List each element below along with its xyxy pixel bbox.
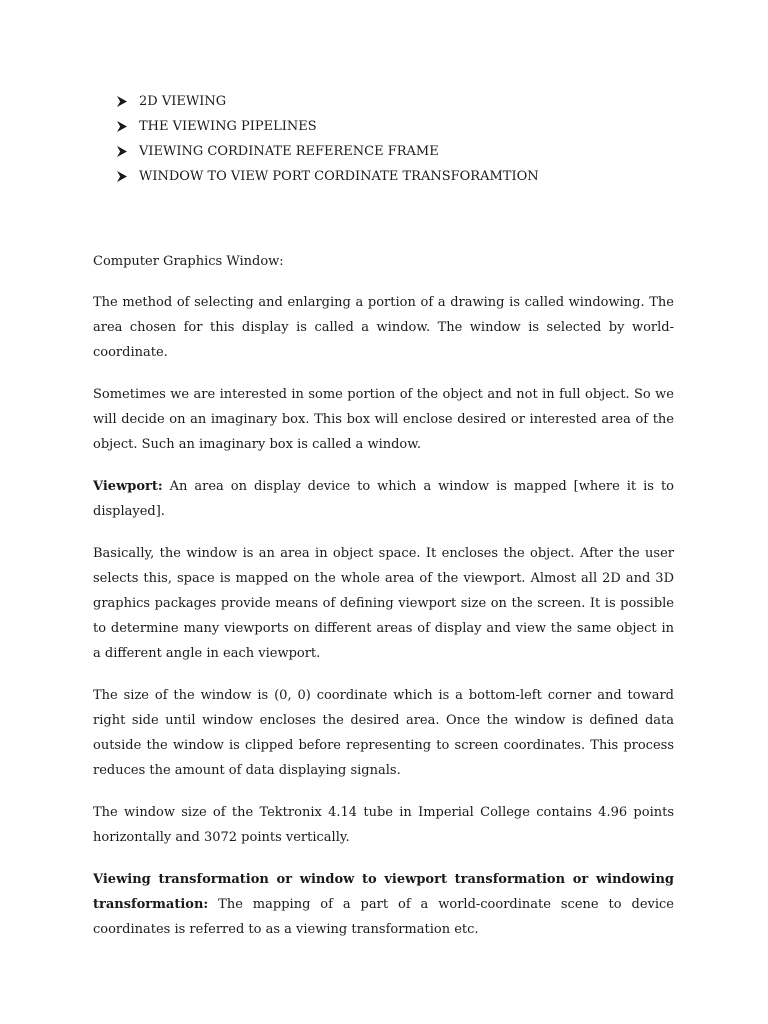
arrowhead-bullet-icon bbox=[117, 96, 127, 107]
bullet-text: 2D VIEWING bbox=[139, 94, 227, 109]
bullet-text: VIEWING CORDINATE REFERENCE FRAME bbox=[139, 144, 439, 159]
paragraph-window-size: The size of the window is (0, 0) coordinate which is a bottom-left corner and toward right side until window encloses the desired area. Once the window is defined data outside the window is clipped before representing to screen coordinates. This process reduces the amount of data displaying signals. bbox=[93, 688, 674, 778]
paragraph-viewing-transformation bbox=[93, 867, 674, 942]
paragraph-viewport bbox=[93, 474, 674, 524]
paragraph-windowing: The method of selecting and enlarging a portion of a drawing is called windowing. The area chosen for this display is called a window. The window is selected by world-coordinate. bbox=[93, 295, 674, 360]
bullet-text: WINDOW TO VIEW PORT CORDINATE TRANSFORAMTION bbox=[139, 169, 539, 184]
arrowhead-bullet-icon bbox=[117, 146, 127, 157]
topic-bullet-list bbox=[117, 89, 539, 189]
document-body bbox=[93, 249, 674, 942]
list-item bbox=[117, 139, 539, 164]
list-item bbox=[117, 114, 539, 139]
section-title: Computer Graphics Window: bbox=[93, 254, 284, 269]
bullet-text: THE VIEWING PIPELINES bbox=[139, 119, 317, 134]
viewing-transformation-definition: The mapping of a part of a world-coordinate scene to device coordinates is referred to as a viewing transformation etc. bbox=[93, 897, 674, 937]
arrowhead-bullet-icon bbox=[117, 171, 127, 182]
list-item bbox=[117, 164, 539, 189]
viewing-transformation-term: Viewing transformation or window to viewport transformation or windowing transformation: bbox=[93, 872, 674, 912]
paragraph-imaginary-box: Sometimes we are interested in some portion of the object and not in full object. So we will decide on an imaginary box. This box will enclose desired or interested area of the object. Such an imaginary box is called a window. bbox=[93, 387, 674, 452]
paragraph-object-space: Basically, the window is an area in object space. It encloses the object. After the user selects this, space is mapped on the whole area of the viewport. Almost all 2D and 3D graphics packages provide means of defining viewport size on the screen. It is possible to determine many viewports on different areas of display and view the same object in a different angle in each viewport. bbox=[93, 546, 674, 661]
viewport-definition: An area on display device to which a window is mapped [where it is to displayed]. bbox=[93, 479, 674, 519]
paragraph-tektronix: The window size of the Tektronix 4.14 tube in Imperial College contains 4.96 points horizontally and 3072 points vertically. bbox=[93, 805, 674, 845]
arrowhead-bullet-icon bbox=[117, 121, 127, 132]
list-item bbox=[117, 89, 539, 114]
viewport-term: Viewport: bbox=[93, 479, 163, 494]
